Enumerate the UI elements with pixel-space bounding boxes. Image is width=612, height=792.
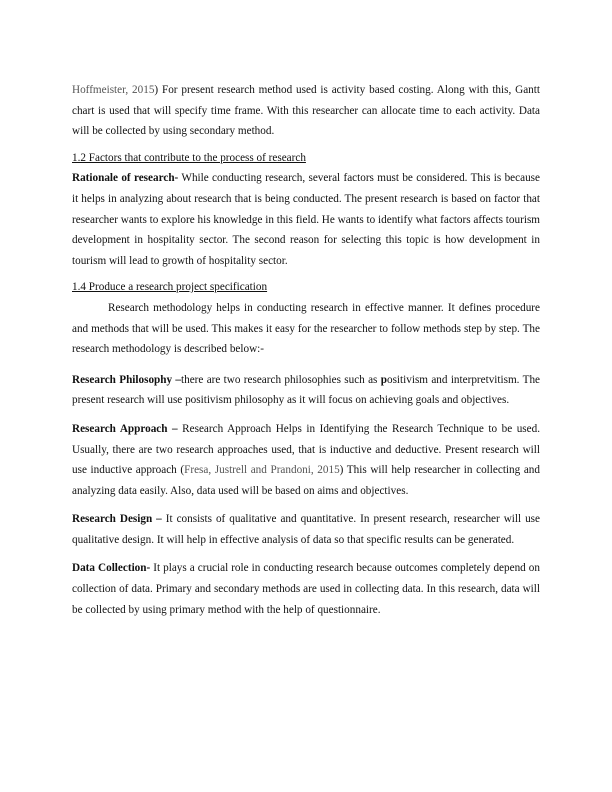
- section-1-2-heading: 1.2 Factors that contribute to the process of research: [72, 151, 306, 164]
- collection-text: It plays a crucial role in conducting research because outcomes completely depend on collection of data. Primary and secondary methods are used in collecting data. In this research, data will be collected by using primary method with the help of questionnaire.: [72, 562, 540, 616]
- document-page: [72, 80, 540, 626]
- philosophy-bold-letter: p: [380, 373, 387, 386]
- intro-paragraph: [72, 80, 540, 142]
- rationale-lead: Rationale of research-: [72, 172, 179, 185]
- philosophy-text-a: there are two research philosophies such as: [181, 373, 381, 386]
- approach-text-b: ) This will help researcher in collecting and analyzing data easily. Also, data used will be based on aims and objectives.: [72, 464, 540, 497]
- collection-lead: Data Collection-: [72, 562, 151, 575]
- approach-lead: Research Approach –: [72, 422, 178, 435]
- rationale-paragraph: [72, 168, 540, 271]
- methodology-paragraph: Research methodology helps in conducting research in effective manner. It defines procedure and methods that will be used. This makes it easy for the researcher to follow methods step by step. The research methodology is described below:-: [72, 301, 540, 356]
- intro-citation: Hoffmeister, 2015: [72, 84, 155, 96]
- design-paragraph: [72, 509, 540, 550]
- design-lead: Research Design –: [72, 513, 162, 526]
- approach-text-a: Research Approach Helps in Identifying the Research Technique to be used. Usually, there are two research approaches used, that is inductive and deductive. Present research will use inductive approach (: [72, 422, 540, 477]
- rationale-text: While conducting research, several factors must be considered. This is because it helps in analyzing about research that is being conducted. The present research is based on factor that researcher wants to explore his knowledge in this field. He wants to identify what factors affects tourism development in hospitality sector. The second reason for selecting this topic is how development in tourism will lead to growth of hospitality sector.: [72, 172, 540, 267]
- intro-text: ) For present research method used is activity based costing. Along with this, Gantt chart is used that will specify time frame. With this researcher can allocate time to each activity. Data will be collected by using secondary method.: [72, 84, 540, 138]
- section-1-4-heading: 1.4 Produce a research project specification: [72, 281, 268, 294]
- collection-paragraph: [72, 558, 540, 620]
- approach-citation: Fresa, Justrell and Prandoni, 2015: [184, 464, 340, 477]
- approach-paragraph: [72, 419, 540, 501]
- philosophy-paragraph: [72, 370, 540, 411]
- design-text: It consists of qualitative and quantitative. In present research, researcher will use qualitative design. It will help in effective analysis of data so that specific results can be generated.: [72, 513, 540, 546]
- philosophy-text-b: ositivism and interpretvitism. The present research will use positivism philosophy as it will focus on achieving goals and objectives.: [72, 373, 541, 407]
- philosophy-lead: Research Philosophy –: [72, 373, 182, 386]
